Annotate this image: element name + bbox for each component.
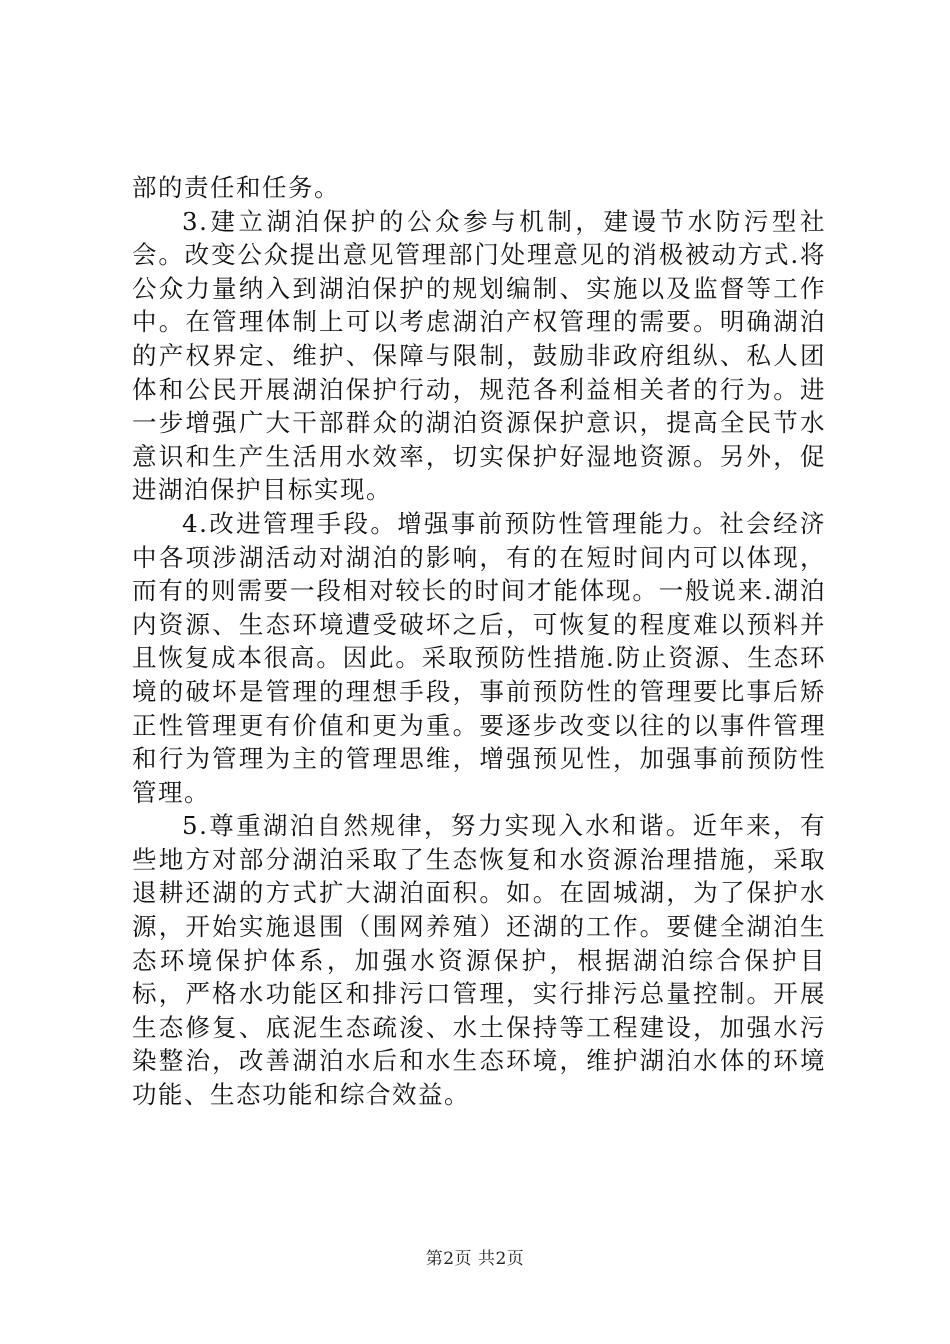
document-body xyxy=(132,171,826,1112)
paragraph-item-5: 5.尊重湖泊自然规律，努力实现入水和谐。近年来，有些地方对部分湖泊采取了生态恢复和水资源治理措施，采取退耕还湖的方式扩大湖泊面积。如。在固城湖，为了保护水源，开始实施退围（围网养殖）还湖的工作。要健全湖泊生态环境保护体系，加强水资源保护，根据湖泊综合保护目标，严格水功能区和排污口管理，实行排污总量控制。开展生态修复、底泥生态疏浚、水土保持等工程建设，加强水污染整治，改善湖泊水后和水生态环境，维护湖泊水体的环境功能、生态功能和综合效益。 xyxy=(132,811,826,1110)
page-number-label: 第2页 共2页 xyxy=(425,1249,525,1269)
paragraph-continuation: 部的责任和任务。 xyxy=(132,173,340,202)
paragraph-item-4: 4.改进管理手段。增强事前预防性管理能力。社会经济中各项涉湖活动对湖泊的影响，有的在短时间内可以体现，而有的则需要一段相对较长的时间才能体现。一般说来.湖泊内资源、生态环境遭受破坏之后，可恢复的程度难以预料并且恢复成本很高。因此。采取预防性措施.防止资源、生态环境的破坏是管理的理想手段，事前预防性的管理要比事后矫正性管理更有价值和更为重。要逐步改变以往的以事件管理和行为管理为主的管理思维，增强预见性，加强事前预防性管理。 xyxy=(132,508,826,807)
paragraph-item-3: 3.建立湖泊保护的公众参与机制，建谩节水防污型社会。改变公众提出意见管理部门处理意见的消极被动方式.将公众力量纳入到湖泊保护的规划编制、实施以及监督等工作中。在管理体制上可以考虑湖泊产权管理的需要。明确湖泊的产权界定、维护、保障与限制，鼓励非政府组纵、私人团体和公民开展湖泊保护行动，规范各利益相关者的行为。进一步增强广大干部群众的湖泊资源保护意识，提高全民节水意识和生产生活用水效率，切实保护好湿地资源。另外，促进湖泊保护目标实现。 xyxy=(132,206,826,505)
page-footer xyxy=(0,1244,950,1269)
